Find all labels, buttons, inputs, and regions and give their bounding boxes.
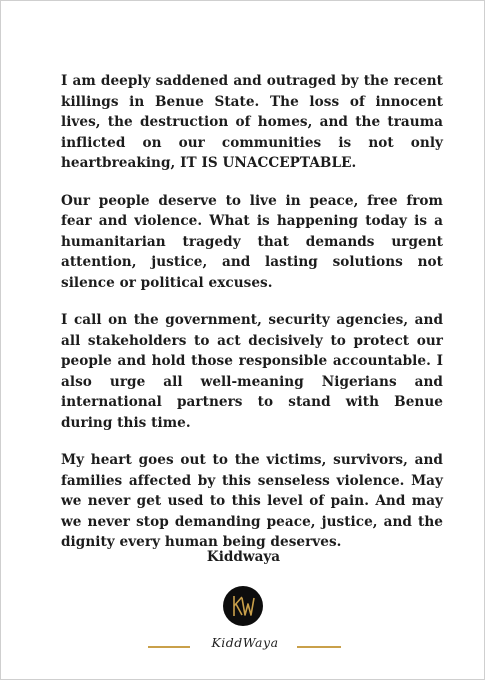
script-signature: KiddWaya bbox=[211, 635, 279, 650]
statement-body bbox=[61, 71, 443, 570]
statement-paragraph-2: Our people deserve to live in peace, free from fear and violence. What is happening today is a humanitarian tragedy that demands urgent attention, justice, and lasting solutions not silence or political excuses. bbox=[61, 192, 443, 291]
statement-paragraph-4: My heart goes out to the victims, survivors, and families affected by this senseless violence. May we never get used to this level of pain. And may we never stop demanding peace, justice, and the dignity every human being deserves. bbox=[61, 452, 443, 550]
statement-paragraph-1: I am deeply saddened and outraged by the recent killings in Benue State. The loss of innocent lives, the destruction of homes, and the trauma inflicted on our communities is not only heartbreaking, IT IS UNACCEPTABLE. bbox=[61, 73, 443, 171]
divider-line-left bbox=[148, 646, 190, 648]
statement-paragraph-3: I call on the government, security agencies, and all stakeholders to act decisively to protect our people and hold those responsible accountable. I also urge all well-meaning Nigerians and international partners to stand with Benue during this time. bbox=[61, 312, 443, 431]
kw-monogram-graphic bbox=[223, 586, 263, 626]
kw-monogram-icon bbox=[223, 586, 263, 626]
signature-name: Kiddwaya bbox=[206, 549, 281, 565]
divider-line-right bbox=[297, 646, 341, 648]
